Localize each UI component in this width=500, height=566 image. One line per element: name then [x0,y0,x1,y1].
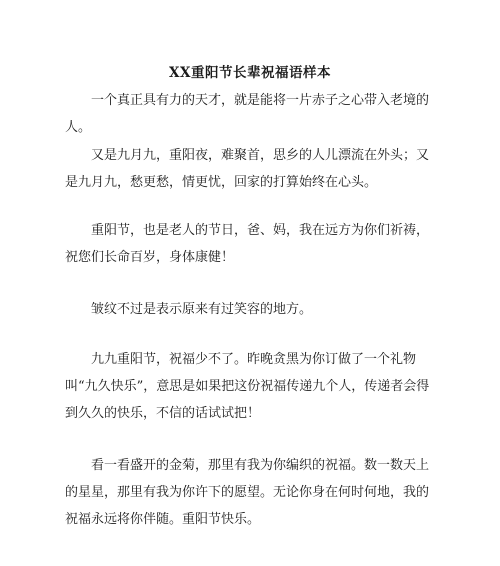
paragraph-elders-festival: 重阳节，也是老人的节日，爸、妈，我在远方为你们祈祷，祝您们长命百岁，身体康健！ [65,223,430,265]
paragraph-nine-nine: 又是九月九，重阳夜，难聚首，思乡的人儿漂流在外头；又是九月九，愁更愁，情更忧，回家的打算始终在心头。 [65,148,430,190]
document-title: XX重阳节长辈祝福语样本 [169,65,331,81]
paragraph-intro-quote: 一个真正具有力的天才，就是能将一片赤子之心带入老境的人。 [65,93,430,135]
paragraph-chrysanthemum: 看一看盛开的金菊，那里有我为你编织的祝福。数一数天上的星星，那里有我为你许下的愿望。无论你身在何时何地，我的祝福永远将你伴随。重阳节快乐。 [65,458,430,527]
paragraph-wrinkles: 皱纹不过是表示原来有过笑容的地方。 [91,302,313,317]
bottom-fade [65,554,433,566]
paragraph-gift-blessing: 九九重阳节，祝福少不了。昨晚贪黑为你订做了一个礼物叫“九久快乐”，意思是如果把这份祝福传递九个人，传递者会得到久久的快乐，不信的话试试把！ [65,352,430,421]
